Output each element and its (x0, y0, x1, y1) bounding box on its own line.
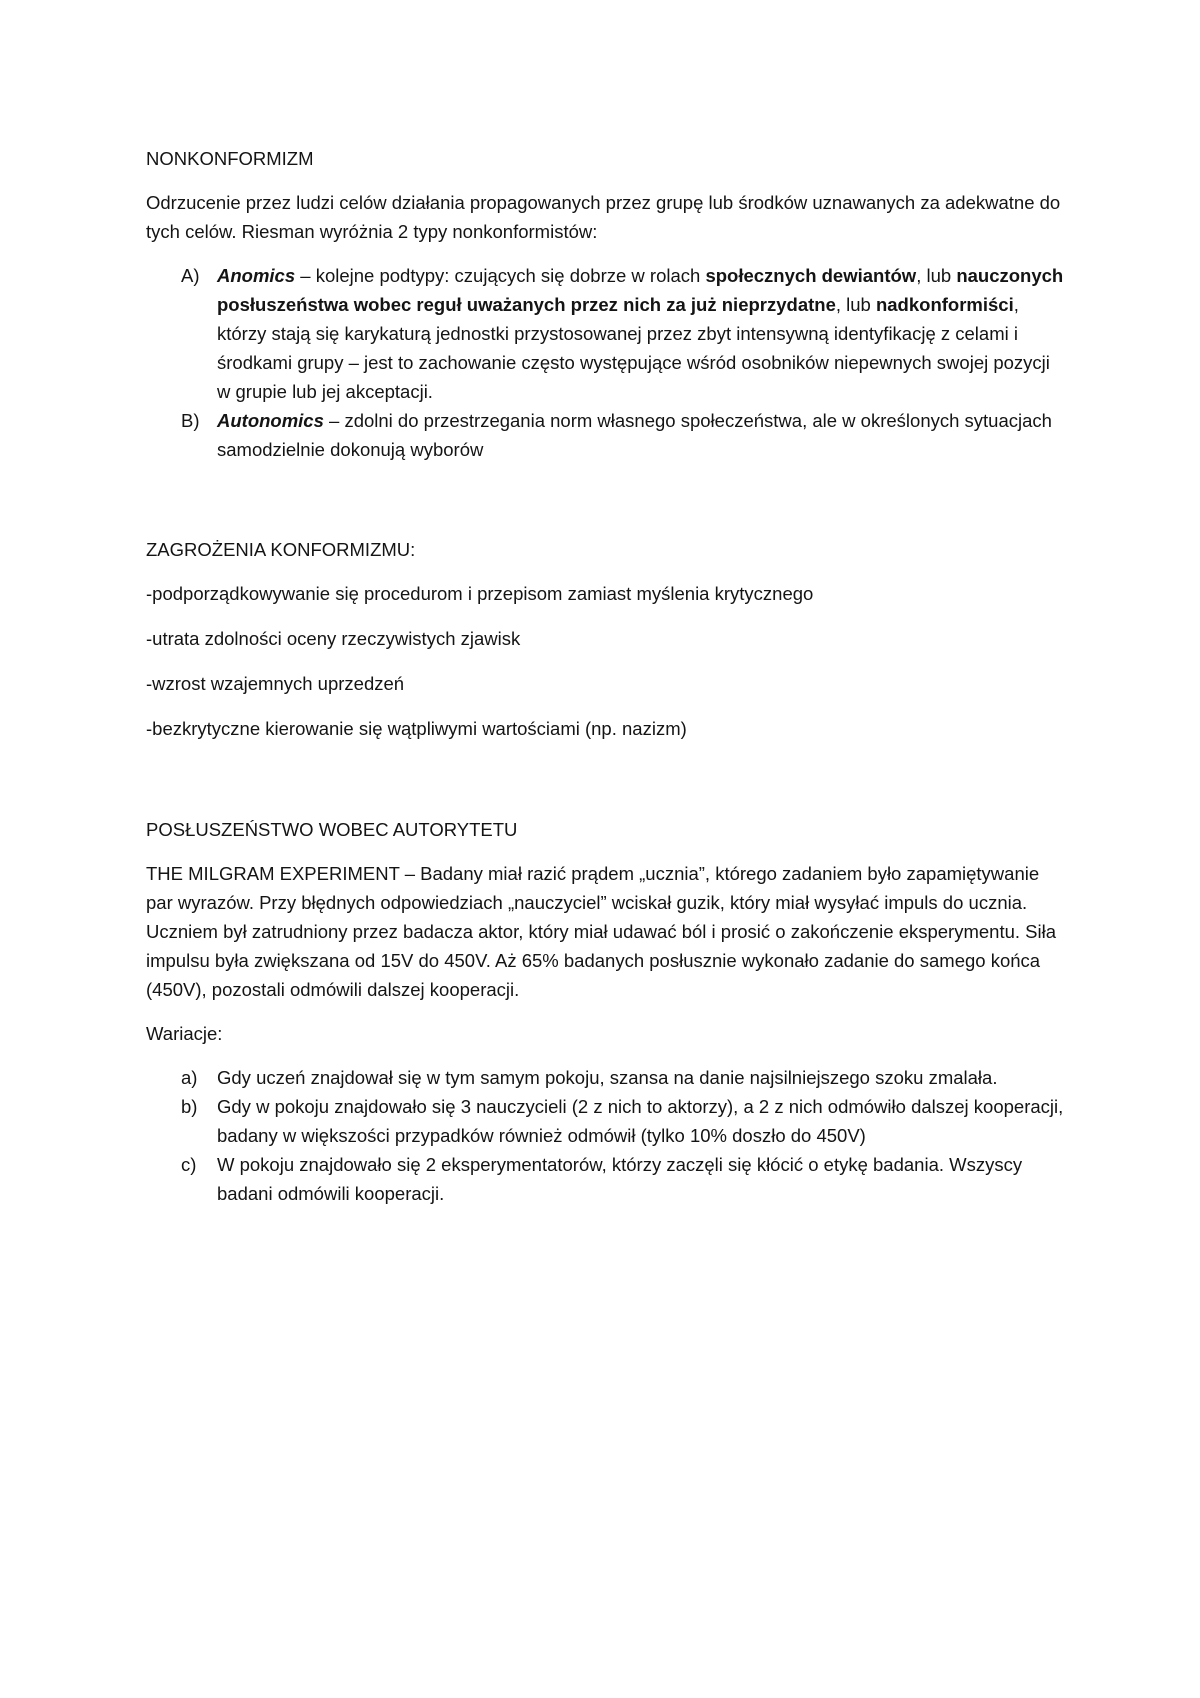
spacer (146, 479, 1066, 535)
document-page (146, 144, 1066, 1223)
item-text: – zdolni do przestrzegania norm własnego społeczeństwa, ale w określonych sytuacjach samodzielnie dokonują wyborów (217, 410, 1052, 460)
nonkonformizm-definition: Odrzucenie przez ludzi celów działania propagowanych przez grupę lub środków uznawanych za adekwatne do tych celów. Riesman wyróżnia 2 typy nonkonformistów: (146, 192, 1061, 242)
list-item (146, 1150, 1066, 1208)
list-marker: b) (181, 1096, 198, 1117)
section-heading-zagrozenia: ZAGROŻENIA KONFORMIZMU: (146, 539, 416, 560)
milgram-paragraph: THE MILGRAM EXPERIMENT – Badany miał razić prądem „ucznia”, którego zadaniem było zapamiętywanie par wyrazów. Przy błędnych odpowiedziach „nauczyciel” wciskał guzik, który miał wysyłać impuls do ucznia. Uczniem był zatrudniony przez badacza aktor, który miał udawać ból i prosić o zakończenie eksperymentu. Siła impulsu była zwiększana od 15V do 450V. Aż 65% badanych posłusznie wykonało zadanie do samego końca (450V), pozostali odmówili dalszej kooperacji. (146, 863, 1057, 1000)
threat-line: -utrata zdolności oceny rzeczywistych zjawisk (146, 628, 521, 649)
variations-list (146, 1063, 1066, 1208)
list-item-autonomics (146, 406, 1066, 464)
list-marker: A) (181, 265, 200, 286)
variation-text: Gdy uczeń znajdował się w tym samym pokoju, szansa na danie najsilniejszego szoku zmalała. (217, 1067, 998, 1088)
list-marker: c) (181, 1154, 197, 1175)
list-marker: a) (181, 1067, 198, 1088)
item-text: , którzy stają się karykaturą jednostki przystosowanej przez zbyt intensywną identyfikację z celami i środkami grupy – jest to zachowanie często występujące wśród osobników niepewnych swojej pozycji w grupie lub jej akceptacji. (217, 294, 1050, 402)
list-item (146, 1063, 1066, 1092)
section-heading-posluszenstwo: POSŁUSZEŃSTWO WOBEC AUTORYTETU (146, 819, 518, 840)
list-item-anomics (146, 261, 1066, 406)
variation-text: Gdy w pokoju znajdowało się 3 nauczycieli (2 z nich to aktorzy), a 2 z nich odmówiło dalszej kooperacji, badany w większości przypadków również odmówił (tylko 10% doszło do 450V) (217, 1096, 1064, 1146)
term-anomics: Anomics (217, 265, 296, 286)
term-autonomics: Autonomics (217, 410, 324, 431)
section-heading-nonkonformizm: NONKONFORMIZM (146, 148, 314, 169)
list-item (146, 1092, 1066, 1150)
variation-text: W pokoju znajdowało się 2 eksperymentatorów, którzy zaczęli się kłócić o etykę badania. Wszyscy badani odmówili kooperacji. (217, 1154, 1023, 1204)
nonconformist-types-list (146, 261, 1066, 464)
variations-label: Wariacje: (146, 1023, 223, 1044)
bold-phrase: społecznych dewiantów (705, 265, 917, 286)
threat-line: -podporządkowywanie się procedurom i przepisom zamiast myślenia krytycznego (146, 583, 814, 604)
bold-phrase: nauczonych posłuszeństwa wobec reguł uważanych przez nich za już nieprzydatne (217, 265, 1064, 315)
item-text: , lub (835, 294, 876, 315)
list-marker: B) (181, 410, 200, 431)
threat-line: -bezkrytyczne kierowanie się wątpliwymi wartościami (np. nazizm) (146, 718, 687, 739)
item-text: – kolejne podtypy: czujących się dobrze w rolach (295, 265, 706, 286)
bold-phrase: nadkonformiści (875, 294, 1014, 315)
threat-line: -wzrost wzajemnych uprzedzeń (146, 673, 405, 694)
spacer (146, 759, 1066, 815)
item-text: , lub (916, 265, 957, 286)
